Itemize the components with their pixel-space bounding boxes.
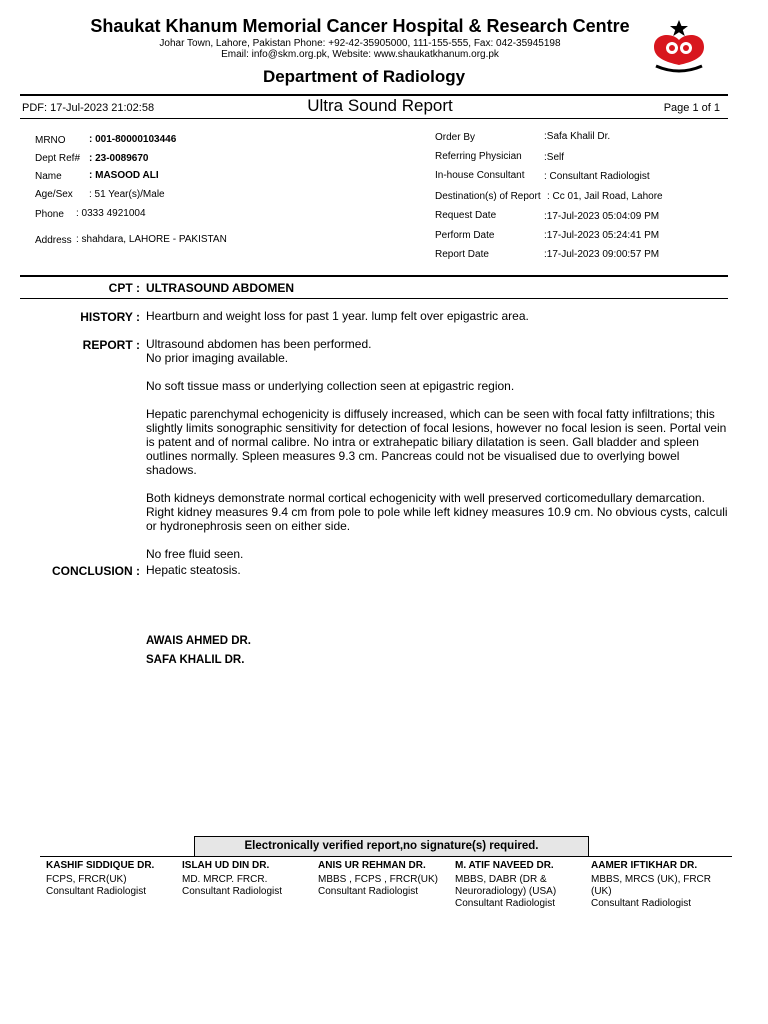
report-paragraph: No soft tissue mass or underlying collection seen at epigastric region.: [146, 379, 515, 393]
doctor-title: Consultant Radiologist: [182, 886, 283, 897]
hospital-logo: [648, 18, 710, 74]
order-by-value: :Safa Khalil Dr.: [544, 131, 611, 142]
history-label: HISTORY :: [80, 310, 140, 324]
footer-doctor: [455, 860, 575, 910]
report-body: [146, 337, 732, 561]
details-rule: [20, 275, 728, 277]
doctor-name: KASHIF SIDDIQUE DR.: [46, 860, 155, 871]
doctor-qualifications: MBBS , FCPS , FRCR(UK): [318, 874, 439, 885]
perform-date-label: Perform Date: [435, 230, 495, 241]
doctor-qualifications: MBBS, DABR (DR & Neuroradiology) (USA): [455, 874, 557, 897]
conclusion-label: CONCLUSION :: [52, 564, 140, 578]
phone-value: : 0333 4921004: [76, 208, 146, 219]
request-date-label: Request Date: [435, 210, 497, 221]
destination-value: : Cc 01, Jail Road, Lahore: [547, 191, 663, 202]
destination-label: Destination(s) of Report: [435, 191, 541, 202]
cpt-label: CPT :: [108, 281, 140, 295]
phone-label: Phone: [35, 209, 64, 220]
report-title: Ultra Sound Report: [307, 96, 453, 115]
address-label: Address: [35, 235, 72, 246]
report-paragraph: Both kidneys demonstrate normal cortical echogenicity with well preserved corticomedullary demarcation. Right kidney measures 9.4 cm from pole to pole while left kidney measures 10.9 cm. No obvious cysts, calculi or hydronephrosis seen on either side.: [146, 491, 728, 533]
dept-ref-label: Dept Ref#: [35, 153, 81, 164]
hospital-name: Shaukat Khanum Memorial Cancer Hospital & Research Centre: [90, 16, 630, 36]
footer-rule: [40, 856, 732, 857]
hospital-contact: Email: info@skm.org.pk, Website: www.shaukatkhanum.org.pk: [221, 49, 499, 60]
conclusion-text: Hepatic steatosis.: [146, 563, 241, 577]
referring-physician-label: Referring Physician: [435, 151, 522, 162]
mrno-label: MRNO: [35, 135, 66, 146]
department-title: Department of Radiology: [262, 67, 466, 86]
footer-doctor: [591, 860, 721, 910]
page-number: Page 1 of 1: [663, 102, 720, 114]
doctor-name: ANIS UR REHMAN DR.: [318, 860, 426, 871]
footer-doctor: [182, 860, 314, 898]
signatory-name: AWAIS AHMED DR.: [146, 635, 251, 647]
report-label: REPORT :: [82, 338, 140, 352]
doctor-title: Consultant Radiologist: [591, 898, 692, 909]
perform-date-value: :17-Jul-2023 05:24:41 PM: [544, 230, 660, 241]
report-paragraph: No free fluid seen.: [146, 547, 244, 561]
doctor-qualifications: FCPS, FRCR(UK): [46, 874, 127, 885]
report-date-label: Report Date: [435, 249, 489, 260]
report-date-value: :17-Jul-2023 09:00:57 PM: [544, 249, 660, 260]
report-paragraph: Ultrasound abdomen has been performed. No prior imaging available.: [146, 337, 372, 365]
name-value: : MASOOD ALI: [89, 170, 159, 181]
doctor-qualifications: MD. MRCP. FRCR.: [182, 874, 268, 885]
history-text: Heartburn and weight loss for past 1 year. lump felt over epigastric area.: [146, 309, 529, 323]
address-value: : shahdara, LAHORE - PAKISTAN: [76, 234, 227, 245]
inhouse-consultant-value: : Consultant Radiologist: [544, 171, 650, 182]
cpt-rule: [20, 298, 728, 299]
doctor-title: Consultant Radiologist: [46, 886, 147, 897]
referring-physician-value: :Self: [544, 152, 565, 163]
footer-doctor: [318, 860, 450, 898]
doctor-qualifications: MBBS, MRCS (UK), FRCR (UK): [591, 874, 711, 897]
pdf-timestamp: PDF: 17-Jul-2023 21:02:58: [22, 102, 155, 114]
hospital-address: Johar Town, Lahore, Pakistan Phone: +92-42-35905000, 111-155-555, Fax: 042-35945198: [159, 38, 561, 49]
doctor-title: Consultant Radiologist: [318, 886, 419, 897]
order-by-label: Order By: [435, 132, 476, 143]
verified-banner: Electronically verified report,no signature(s) required.: [194, 836, 589, 857]
doctor-name: ISLAH UD DIN DR.: [182, 860, 270, 871]
cpt-value: ULTRASOUND ABDOMEN: [146, 281, 294, 295]
inhouse-consultant-label: In-house Consultant: [435, 170, 525, 181]
age-sex-label: Age/Sex: [35, 189, 73, 200]
doctor-title: Consultant Radiologist: [455, 898, 556, 909]
dept-ref-value: : 23-0089670: [89, 153, 149, 164]
doctor-name: M. ATIF NAVEED DR.: [455, 860, 554, 871]
signatory-name: SAFA KHALIL DR.: [146, 654, 245, 666]
title-rule: [20, 118, 728, 119]
doctor-name: AAMER IFTIKHAR DR.: [591, 860, 698, 871]
footer-doctor: [46, 860, 178, 898]
mrno-value: : 001-80000103446: [89, 134, 177, 145]
report-paragraph: Hepatic parenchymal echogenicity is diffusely increased, which can be seen with focal fatty infiltrations; this slightly limits sonographic sensitivity for detection of focal lesions, however no focal lesion is seen. Portal vein is patent and of normal calibre. No intra or extrahepatic biliary dilatation is seen. Gall bladder and spleen outlines normally. Spleen measures 9.3 cm. Pancreas could not be visualised due to overlying bowel shadows.: [146, 407, 727, 477]
request-date-value: :17-Jul-2023 05:04:09 PM: [544, 211, 660, 222]
name-label: Name: [35, 171, 62, 182]
age-sex-value: : 51 Year(s)/Male: [89, 189, 165, 200]
